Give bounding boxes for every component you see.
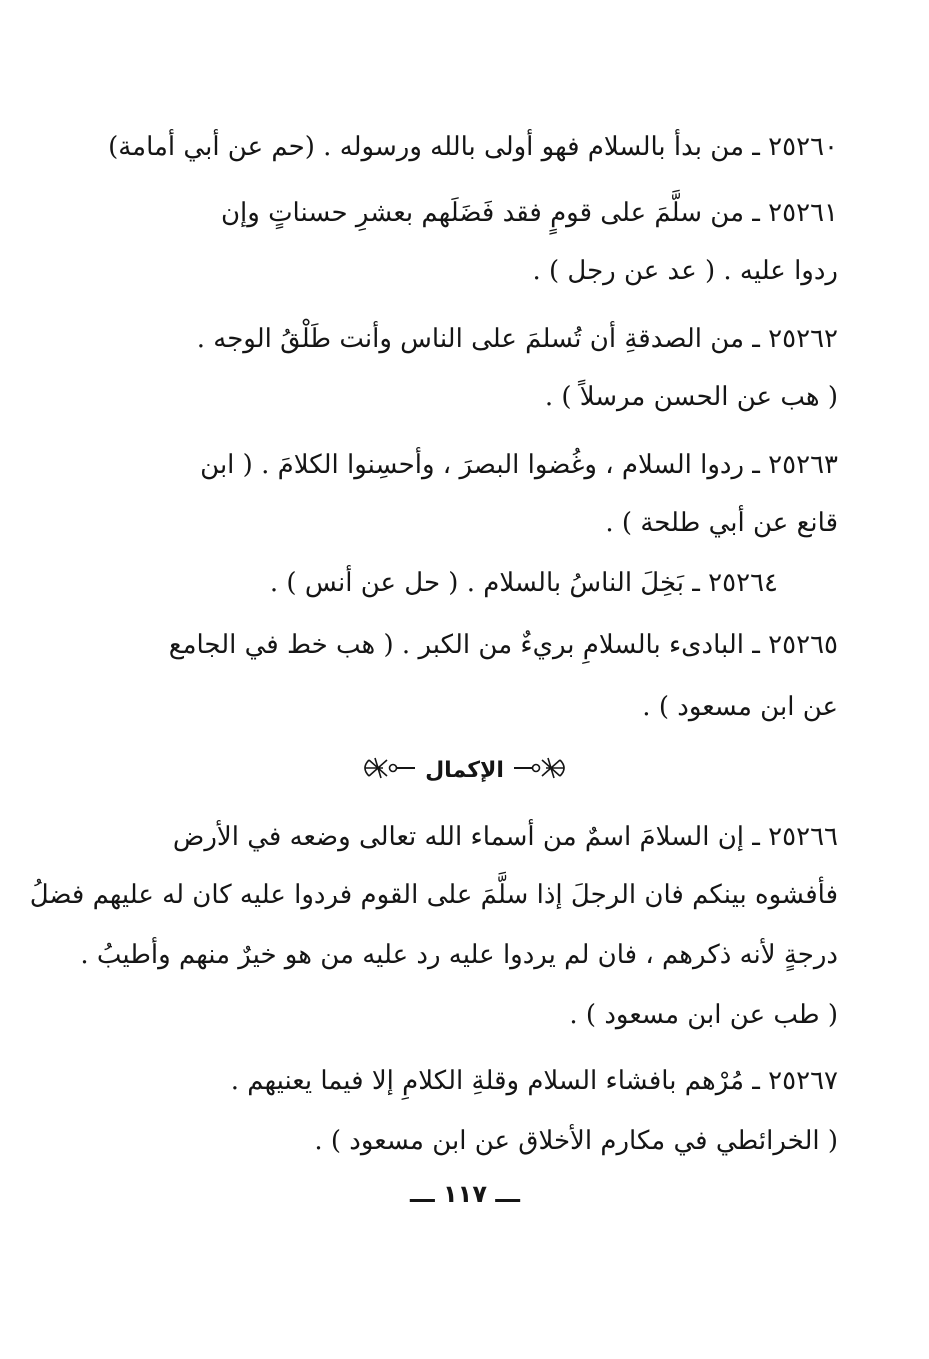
section-heading-text: الإكمال <box>425 757 504 783</box>
entry-25267-line-1: ٢٥٢٦٧ ـ مُرْهم بافشاء السلام وقلةِ الكلامِ إلا فيما يعنيهم . <box>230 1066 838 1096</box>
section-heading <box>300 742 629 798</box>
entry-25266-line-2: فأفشوه بينكم فان الرجلَ إذا سلَّمَ على القوم فردوا عليه كان له عليهم فضلُ <box>29 880 838 910</box>
entry-25261-line-2: ردوا عليه . ( عد عن رجل ) . <box>532 256 838 286</box>
entry-25263-line-2: قانع عن أبي طلحة ) . <box>605 508 838 538</box>
page-number: ـــ ١١٧ ـــ <box>410 1180 520 1208</box>
entry-25266-line-1: ٢٥٢٦٦ ـ إن السلامَ اسمٌ من أسماء الله تعالى وضعه في الأرض <box>172 822 838 852</box>
entry-25260-line-1: ٢٥٢٦٠ ـ من بدأ بالسلام فهو أولى بالله ورسوله . (حم عن أبي أمامة) <box>108 132 838 162</box>
entry-25266-line-3: درجةٍ لأنه ذكرهم ، فان لم يردوا عليه رد عليه من هو خيرٌ منهم وأطيبُ . <box>80 940 838 970</box>
entry-25261-line-1: ٢٥٢٦١ ـ من سلَّمَ على قومٍ فقد فَضَلَهم بعشرِ حسناتٍ وإن <box>220 198 838 228</box>
ornament-left-icon <box>355 756 415 785</box>
entry-25263-line-1: ٢٥٢٦٣ ـ ردوا السلام ، وغُضوا البصرَ ، وأحسِنوا الكلامَ . ( ابن <box>200 450 838 480</box>
ornament-right-icon <box>514 756 574 785</box>
entry-25267-line-2: ( الخرائطي في مكارم الأخلاق عن ابن مسعود ) . <box>314 1126 838 1156</box>
entry-25265-line-2: عن ابن مسعود ) . <box>642 692 838 722</box>
entry-25262-line-1: ٢٥٢٦٢ ـ من الصدقةِ أن تُسلمَ على الناس وأنت طَلْقُ الوجه . <box>196 324 838 354</box>
entry-25265-line-1: ٢٥٢٦٥ ـ البادىء بالسلامِ بريءٌ من الكبر . ( هب خط في الجامع <box>168 630 838 660</box>
entry-25266-line-4: ( طب عن ابن مسعود ) . <box>569 1000 838 1030</box>
entry-25264-line-1: ٢٥٢٦٤ ـ بَخِلَ الناسُ بالسلام . ( حل عن أنس ) . <box>269 568 778 598</box>
entry-25262-line-2: ( هب عن الحسن مرسلاً ) . <box>544 382 838 412</box>
